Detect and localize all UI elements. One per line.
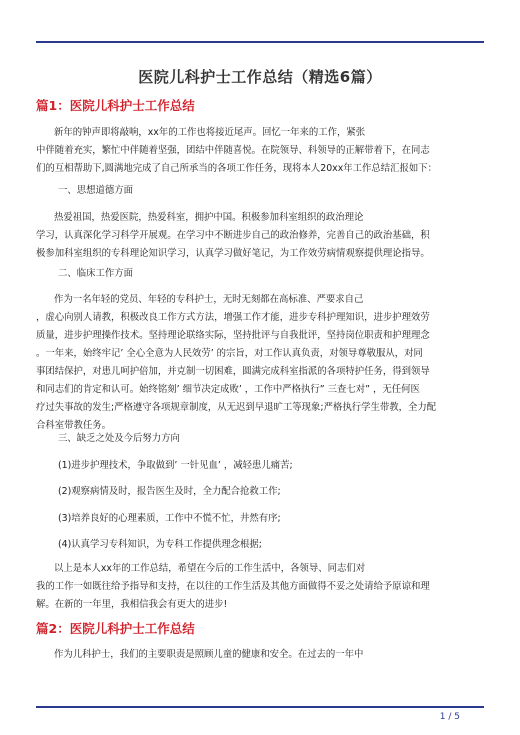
text-line: 新年的钟声即将敲响，xx年的工作也将接近尾声。回忆一年来的工作，紧张 bbox=[54, 127, 366, 138]
header-rule bbox=[36, 41, 484, 43]
text-line: 学习，认真深化学习科学开展观。在学习中不断进步自己的政治修养，完善自己的政治基础，积 bbox=[36, 230, 430, 241]
text-line: 疗过失事故的发生;严格遵守各项规章制度，从无迟到早退旷工等现象;严格执行学生带教，全力配 bbox=[36, 402, 437, 413]
clinical-paragraph bbox=[36, 291, 484, 435]
footer-rule bbox=[36, 706, 484, 708]
text-line: 极参加科室组织的专科理论知识学习，认真学习做好笔记，为工作效劳病情观察提供理论指导。 bbox=[36, 248, 430, 259]
ideology-paragraph bbox=[36, 209, 484, 263]
list-item: (3)培养良好的心理素质，工作中不慌不忙，井然有序; bbox=[58, 513, 281, 524]
text-line: 。一年来，始终牢记’ 全心全意为人民效劳’ 的宗旨，对工作认真负责，对领导尊敬服从，对同 bbox=[36, 348, 423, 359]
text-line: 质量，进步护理操作技术。坚持理论联络实际，坚持批评与自我批评，坚持岗位职责和护理理念 bbox=[36, 330, 430, 341]
text-line: 合科室带教任务。 bbox=[36, 420, 112, 431]
heading-improvement: 三、缺乏之处及今后努力方向 bbox=[58, 433, 180, 444]
intro-paragraph bbox=[36, 124, 484, 178]
section-2-heading: 篇2：医院儿科护士工作总结 bbox=[36, 621, 195, 636]
heading-ideology: 一、思想道德方面 bbox=[58, 185, 134, 196]
section-2-paragraph bbox=[36, 646, 484, 664]
text-line: 我的工作一如既往给予指导和支持，在以往的工作生活及其他方面做得不妥之处请给予原谅和理 bbox=[36, 581, 430, 592]
text-line: 事团结保护，对患儿呵护倍加，并克制一切困难，圆满完成科室指派的各项特护任务，得到领导 bbox=[36, 366, 430, 377]
text-line: 和同志们的肯定和认可。始终铭刻’ 细节决定成败’ ，工作中严格执行” 三查七对” ，无任何医 bbox=[36, 384, 420, 395]
list-item: (1)进步护理技术，争取做到’ 一针见血’ ，减轻患儿痛苦; bbox=[58, 460, 293, 471]
heading-clinical: 二、临床工作方面 bbox=[58, 268, 134, 279]
closing-paragraph bbox=[36, 560, 484, 614]
section-1-heading: 篇1：医院儿科护士工作总结 bbox=[36, 98, 195, 113]
document-title: 医院儿科护士工作总结（精选6篇） bbox=[138, 68, 382, 86]
text-line: ，虚心向别人请教，积极改良工作方式方法，增强工作才能，进步专科护理知识，进步护理效劳 bbox=[36, 312, 430, 323]
text-line: 们的互相帮助下,圆满地完成了自己所承当的各项工作任务，现将本人20xx年工作总结汇报如下： bbox=[36, 163, 438, 174]
text-line: 中伴随着充实，繁忙中伴随着坚强，团结中伴随喜悦。在院领导、科领导的正解带着下，在同志 bbox=[36, 145, 430, 156]
list-item: (4)认真学习专科知识，为专科工作提供理念根据; bbox=[58, 539, 262, 550]
text-line: 热爱祖国，热爱医院，热爱科室，拥护中国。积极参加科室组织的政治理论 bbox=[54, 212, 364, 223]
text-line: 解。在新的一年里，我相信我会有更大的进步! bbox=[36, 599, 228, 610]
text-line: 作为儿科护士，我们的主要职责是照顾儿童的健康和安全。在过去的一年中 bbox=[54, 649, 364, 660]
page-number: 1 / 5 bbox=[439, 712, 460, 722]
list-item: (2)观察病情及时，报告医生及时，全力配合抢救工作; bbox=[58, 486, 281, 497]
text-line: 以上是本人xx年的工作总结，希望在今后的工作生活中，各领导、同志们对 bbox=[54, 563, 366, 574]
text-line: 作为一名年轻的党员、年轻的专科护士，无时无刻都在高标准、严要求自己 bbox=[54, 294, 364, 305]
